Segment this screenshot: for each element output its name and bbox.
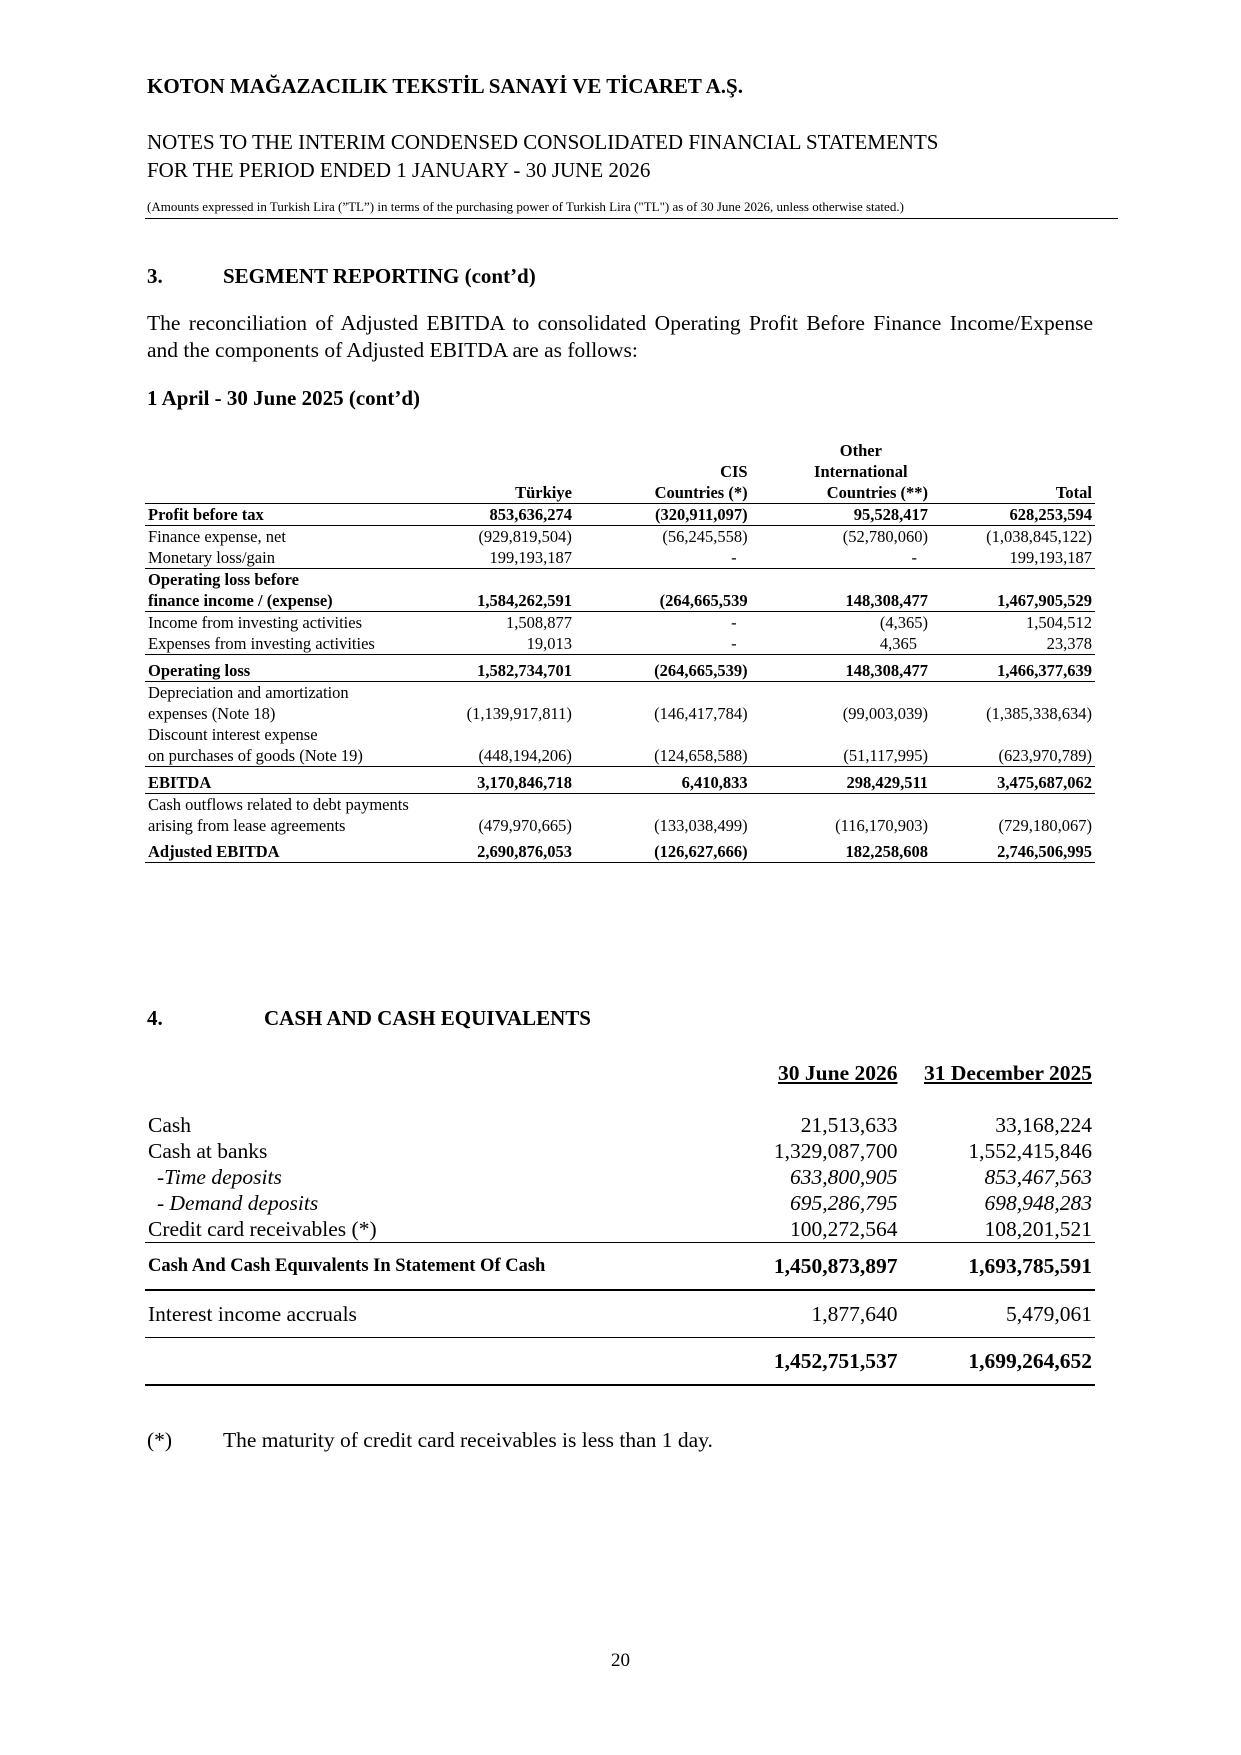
table-row: on purchases of goods (Note 19) (448,194,206) (124,658,588) (51,117,995) (623,970,789) bbox=[145, 745, 1095, 767]
section-3-paragraph: The reconciliation of Adjusted EBITDA to consolidated Operating Profit Before Finance Income/Expense and the components of Adjusted EBITDA are as follows: bbox=[147, 311, 1093, 362]
table-row: Operating loss before bbox=[148, 570, 299, 589]
section-3-number: 3. bbox=[147, 264, 163, 288]
table-row: Discount interest expense bbox=[148, 725, 318, 744]
company-name: KOTON MAĞAZACILIK TEKSTİL SANAYİ VE TİCARET A.Ş. bbox=[147, 74, 743, 98]
segment-reconciliation-table bbox=[145, 437, 1095, 863]
col-30-june-2026: 30 June 2026 bbox=[778, 1061, 898, 1085]
table-row: Finance expense, net (929,819,504) (56,245,558) (52,780,060) (1,038,845,122) bbox=[148, 527, 1092, 546]
col-cis: CIS Countries (*) bbox=[575, 437, 751, 504]
table-row: Adjusted EBITDA 2,690,876,053 (126,627,666) 182,258,608 2,746,506,995 bbox=[145, 836, 1095, 863]
notes-heading bbox=[147, 128, 938, 184]
table-row: Profit before tax 853,636,274 (320,911,097) 95,528,417 628,253,594 bbox=[145, 504, 1095, 526]
table-row: arising from lease agreements (479,970,665) (133,038,499) (116,170,903) (729,180,067) bbox=[148, 816, 1092, 835]
table-row: -Time deposits 633,800,905 853,467,563 bbox=[157, 1165, 1092, 1189]
table-row: Cash outflows related to debt payments bbox=[148, 795, 409, 814]
section-4-number: 4. bbox=[147, 1006, 163, 1030]
table-row: EBITDA 3,170,846,718 6,410,833 298,429,511 3,475,687,062 bbox=[145, 767, 1095, 794]
table-row: Cash 21,513,633 33,168,224 bbox=[148, 1113, 1092, 1137]
header-divider bbox=[145, 218, 1118, 219]
table-row: 1,452,751,537 1,699,264,652 bbox=[145, 1338, 1095, 1386]
table-row: Monetary loss/gain 199,193,187 - - 199,193,187 bbox=[145, 547, 1095, 569]
table-row: expenses (Note 18) (1,139,917,811) (146,417,784) (99,003,039) (1,385,338,634) bbox=[148, 704, 1092, 723]
page-number: 20 bbox=[611, 1650, 630, 1671]
notes-heading-line1: NOTES TO THE INTERIM CONDENSED CONSOLIDATED FINANCIAL STATEMENTS bbox=[147, 130, 939, 154]
table-row: - Demand deposits 695,286,795 698,948,283 bbox=[157, 1191, 1092, 1215]
table-row: finance income / (expense) 1,584,262,591 (264,665,539 148,308,477 1,467,905,529 bbox=[145, 590, 1095, 612]
table-row: Income from investing activities 1,508,877 - (4,365) 1,504,512 bbox=[148, 613, 1092, 632]
col-other-international: Other International Countries (**) bbox=[751, 437, 931, 504]
table-row: Depreciation and amortization bbox=[145, 682, 1095, 704]
footnote-mark: (*) bbox=[147, 1428, 173, 1452]
notes-heading-line2: FOR THE PERIOD ENDED 1 JANUARY - 30 JUNE 2026 bbox=[147, 158, 651, 182]
period-heading: 1 April - 30 June 2025 (cont’d) bbox=[147, 386, 420, 410]
footnote-text: The maturity of credit card receivables is less than 1 day. bbox=[223, 1428, 713, 1452]
cash-equivalents-table bbox=[145, 1060, 1095, 1386]
table-row: Expenses from investing activities 19,013 - 4,365 23,378 bbox=[145, 633, 1095, 655]
table-row: Credit card receivables (*) 100,272,564 108,201,521 bbox=[145, 1216, 1095, 1243]
footnote bbox=[147, 1428, 713, 1453]
col-total: Total bbox=[931, 437, 1095, 504]
col-31-december-2025: 31 December 2025 bbox=[924, 1061, 1092, 1085]
table-header-row bbox=[145, 437, 1095, 504]
amounts-note: (Amounts expressed in Turkish Lira (”TL”) in terms of the purchasing power of Turkish Lira ("TL") as of 30 June 2026, unless otherwise stated.) bbox=[147, 199, 904, 214]
table-row: Operating loss 1,582,734,701 (264,665,539) 148,308,477 1,466,377,639 bbox=[148, 661, 1092, 680]
section-4-title: CASH AND CASH EQUIVALENTS bbox=[264, 1006, 591, 1030]
table-row: Cash at banks 1,329,087,700 1,552,415,846 bbox=[148, 1139, 1092, 1163]
table-row: Cash And Cash Equıvalents In Statement Of Cash 1,450,873,897 1,693,785,591 bbox=[145, 1243, 1095, 1291]
col-turkiye: Türkiye bbox=[438, 437, 575, 504]
section-3-title: SEGMENT REPORTING (cont’d) bbox=[223, 264, 536, 288]
table-header-row bbox=[145, 1060, 1095, 1086]
table-row: Interest income accruals 1,877,640 5,479,061 bbox=[145, 1290, 1095, 1338]
